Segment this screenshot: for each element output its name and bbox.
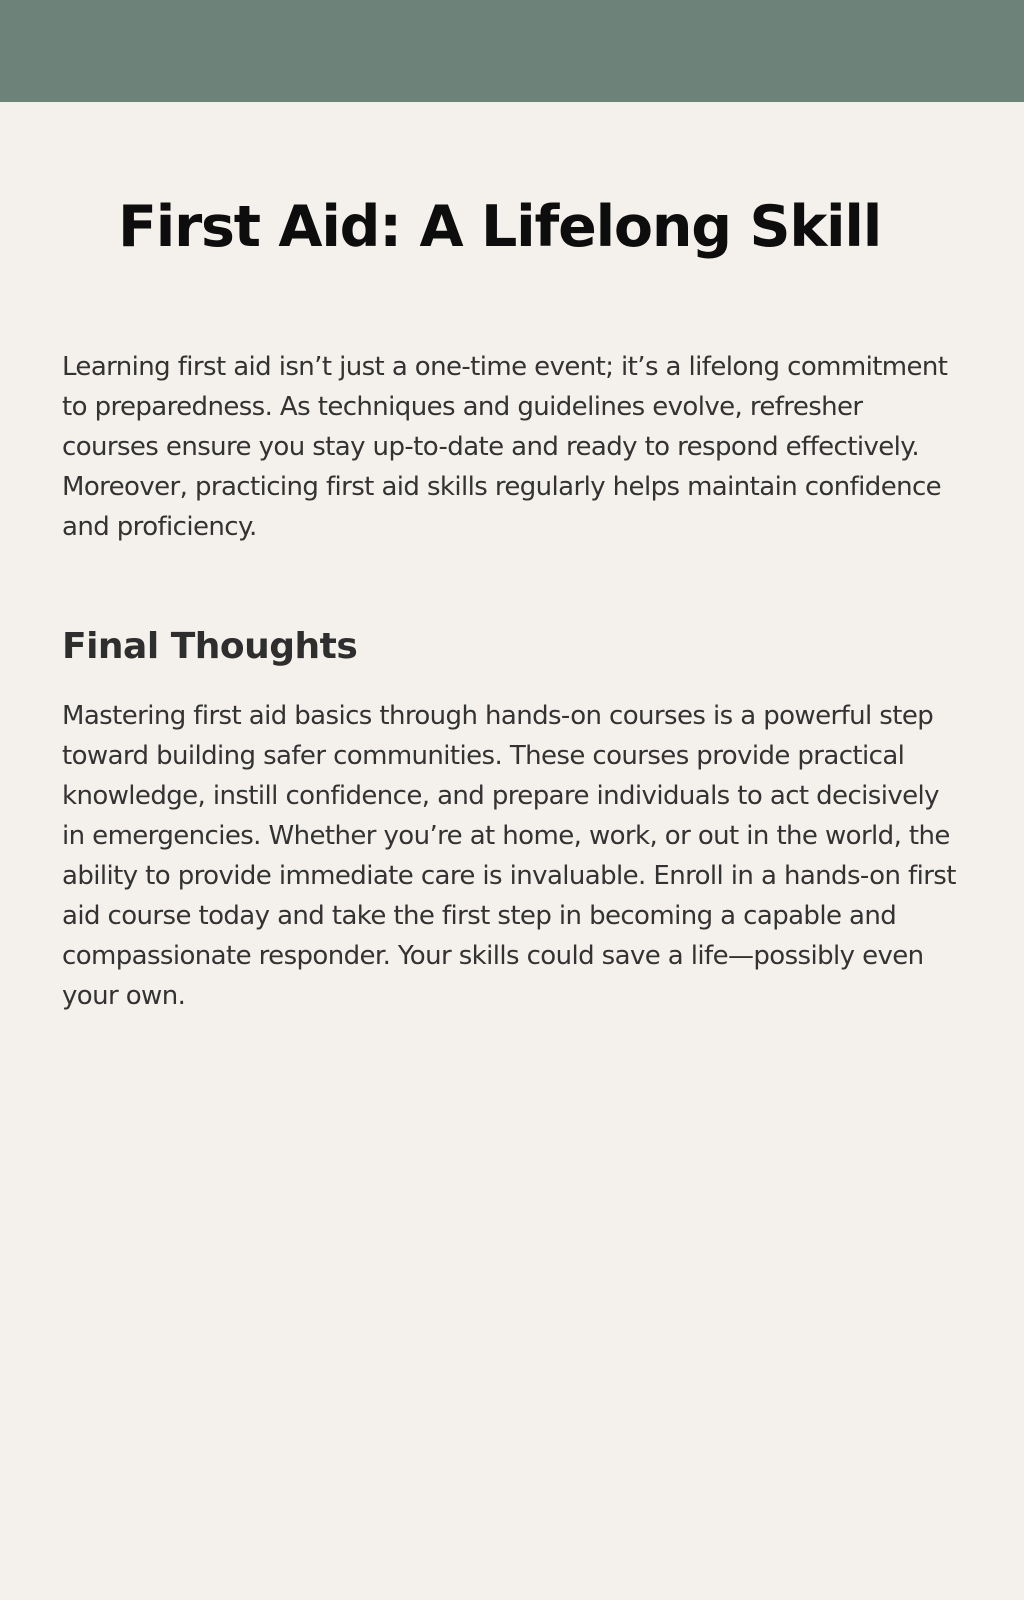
intro-paragraph: Learning first aid isn’t just a one-time event; it’s a lifelong commitment to preparedness. As techniques and guidelines evolve, refresher courses ensure you stay up-to-date and ready to respond effectively. Moreover, practicing first aid skills regularly helps maintain confidence and proficiency. (62, 352, 948, 542)
article-content (0, 102, 1024, 1600)
header-band (0, 0, 1024, 102)
page-title: First Aid: A Lifelong Skill (118, 194, 882, 260)
final-thoughts-paragraph: Mastering first aid basics through hands-on courses is a powerful step toward building safer communities. These courses provide practical knowledge, instill confidence, and prepare individuals to act decisively in emergencies. Whether you’re at home, work, or out in the world, the ability to provide immediate care is invaluable. Enroll in a hands-on first aid course today and take the first step in becoming a capable and compassionate responder. Your skills could save a life—possibly even your own. (62, 701, 956, 1011)
section-heading-final-thoughts: Final Thoughts (62, 626, 358, 667)
